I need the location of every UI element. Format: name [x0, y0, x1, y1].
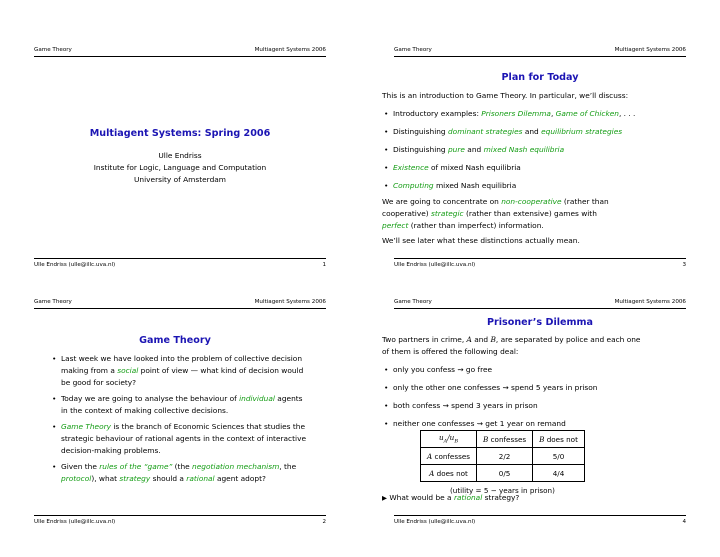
footer-author: Ulle Endriss (ulle@illc.uva.nl)	[34, 262, 116, 268]
deal-list	[382, 364, 700, 430]
table-row	[421, 465, 585, 482]
table-row	[421, 431, 585, 448]
row-header: A does not	[421, 465, 477, 482]
list-item: • Last week we have looked into the problem of collective decision making from a social point of view — what kind of decision would be good for society?	[50, 353, 310, 389]
page-number: 4	[682, 519, 686, 525]
slide-header	[394, 47, 686, 57]
slide-body	[382, 90, 700, 247]
slide-title: Multiagent Systems: Spring 2006	[89, 128, 271, 139]
list-item: • Distinguishing pure and mixed Nash equilibria	[382, 144, 700, 156]
header-left: Game Theory	[34, 47, 72, 53]
table-corner: $u_A/u_B$	[421, 431, 477, 448]
header-right: Multiagent Systems 2006	[254, 299, 326, 305]
header-left: Game Theory	[394, 299, 432, 305]
question-line: ▶ What would be a rational strategy?	[382, 493, 520, 502]
slide-title: Plan for Today	[501, 72, 579, 83]
slide-2	[0, 279, 360, 557]
header-right: Multiagent Systems 2006	[614, 299, 686, 305]
column-header: B confesses	[477, 431, 533, 448]
slide-3	[360, 0, 720, 278]
bullet-list	[50, 353, 310, 485]
list-item: • Given the rules of the “game” (the negotiation mechanism, the protocol), what strategy should a rational agent adopt?	[50, 461, 310, 485]
list-item: • Existence of mixed Nash equilibria	[382, 162, 700, 174]
footer-rule	[34, 515, 326, 516]
header-left: Game Theory	[394, 47, 432, 53]
page-number: 1	[322, 262, 326, 268]
payoff-table	[420, 430, 585, 482]
slide-4	[360, 279, 720, 557]
intro-text: Two partners in crime, A and B, are separated by police and each one of them is offered the following deal:	[382, 335, 641, 356]
footer-rule	[394, 258, 686, 259]
header-right: Multiagent Systems 2006	[614, 47, 686, 53]
list-item: • both confess ⇝ spend 3 years in prison	[382, 400, 700, 412]
slide-title: Game Theory	[139, 335, 211, 346]
list-item: • Computing mixed Nash equilibria	[382, 180, 700, 192]
author-name: Ulle Endriss	[158, 151, 202, 160]
triangle-bullet-icon: ▶	[382, 494, 387, 502]
footer-author: Ulle Endriss (ulle@illc.uva.nl)	[34, 519, 116, 525]
slide-header	[34, 47, 326, 57]
page-number: 3	[682, 262, 686, 268]
list-item: • Today we are going to analyse the behaviour of individual agents in the context of making collective decisions.	[50, 393, 310, 417]
header-rule	[34, 308, 326, 309]
table-cell: 0/5	[477, 465, 533, 482]
table-row	[421, 448, 585, 465]
row-header: A confesses	[421, 448, 477, 465]
table-cell: 5/0	[533, 448, 585, 465]
footer-rule	[394, 515, 686, 516]
page-number: 2	[322, 519, 326, 525]
topic-list	[382, 108, 700, 192]
table-cell: 2/2	[477, 448, 533, 465]
title-block	[0, 150, 360, 186]
paragraph: We’ll see later what these distinctions actually mean.	[382, 236, 580, 245]
header-rule	[34, 56, 326, 57]
header-rule	[394, 308, 686, 309]
header-rule	[394, 56, 686, 57]
list-item: • Game Theory is the branch of Economic Sciences that studies the strategic behaviour of rational agents in the context of interactive decision-making problems.	[50, 421, 310, 457]
table-cell: 4/4	[533, 465, 585, 482]
slide-body	[382, 334, 700, 430]
list-item: • only the other one confesses ⇝ spend 5 years in prison	[382, 382, 700, 394]
list-item: • neither one confesses ⇝ get 1 year on remand	[382, 418, 700, 430]
intro-text: This is an introduction to Game Theory. In particular, we’ll discuss:	[382, 91, 629, 100]
institute: Institute for Logic, Language and Computation	[93, 163, 267, 172]
paragraph: We are going to concentrate on non-cooperative (rather than cooperative) strategic (rather than extensive) games with perfect (rather than imperfect) information.	[382, 197, 609, 230]
university: University of Amsterdam	[134, 175, 226, 184]
slide-title: Prisoner’s Dilemma	[486, 317, 594, 328]
header-right: Multiagent Systems 2006	[254, 47, 326, 53]
slide-header	[34, 299, 326, 309]
header-left: Game Theory	[34, 299, 72, 305]
list-item: • only you confess ⇝ go free	[382, 364, 700, 376]
slide-header	[394, 299, 686, 309]
footer-author: Ulle Endriss (ulle@illc.uva.nl)	[394, 262, 476, 268]
footer-author: Ulle Endriss (ulle@illc.uva.nl)	[394, 519, 476, 525]
utility-note: (utility = 5 − years in prison)	[449, 486, 555, 495]
list-item: • Distinguishing dominant strategies and equilibrium strategies	[382, 126, 700, 138]
footer-rule	[34, 258, 326, 259]
column-header: B does not	[533, 431, 585, 448]
payoff-table-wrap	[420, 430, 585, 495]
slide-1	[0, 0, 360, 278]
list-item: • Introductory examples: Prisoners Dilemma, Game of Chicken, . . .	[382, 108, 700, 120]
slide-body	[50, 353, 310, 485]
